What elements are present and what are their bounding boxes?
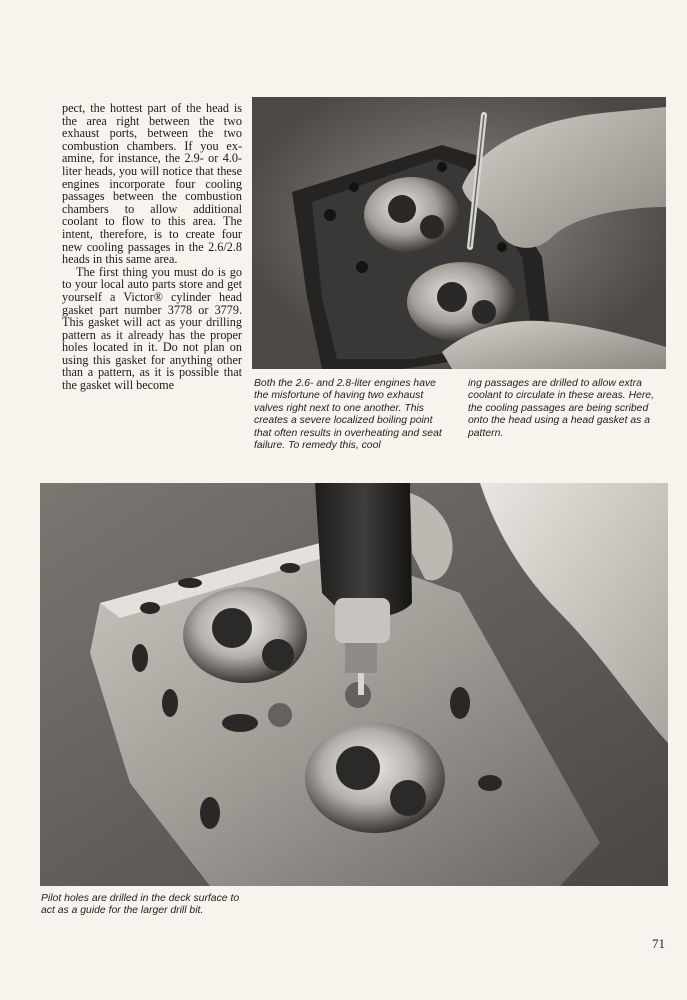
body-paragraph-1: pect, the hottest part of the head is the area right between the two exhaust ports, between the two combustion chambers. If you examine, for instance, the 2.9- or 4.0-liter heads, you will notice that these engines incorporate four cooling passages between the combustion chambers to allow additional coolant to flow to this area. The intent, therefore, is to create four new cooling passages in the 2.6/2.8 heads in this same area. [62,101,242,267]
body-paragraph-2: The first thing you must do is go to your local auto parts store and get yourself a Victor® cylinder head gasket part number 3778 or 3779. This gasket will act as your drilling pattern as it already has the proper holes located in it. Do not plan on using this gasket for anything other than a pattern, as it is possible that the gasket will become [62,264,242,393]
photo-drilling-pilot-holes-image [40,483,668,886]
photo-scribing-head [252,97,666,369]
photo1-caption-right: ing passages are drilled to allow extra coolant to circulate in these areas. Here, the cooling passages are being scribed onto the head using a head gasket as a pattern. [468,378,654,439]
body-text-column [62,102,242,392]
photo-drilling-pilot-holes [40,483,668,886]
page-number: 71 [652,936,665,951]
photo1-caption-left: Both the 2.6- and 2.8-liter engines have the misfortune of having two exhaust valves right next to one another. This creates a severe localized boiling point that often results in overheating and seat failure. To remedy this, cool [254,378,442,452]
photo-scribing-head-image [252,97,666,369]
photo2-caption: Pilot holes are drilled in the deck surface to act as a guide for the larger drill bit. [41,893,240,917]
